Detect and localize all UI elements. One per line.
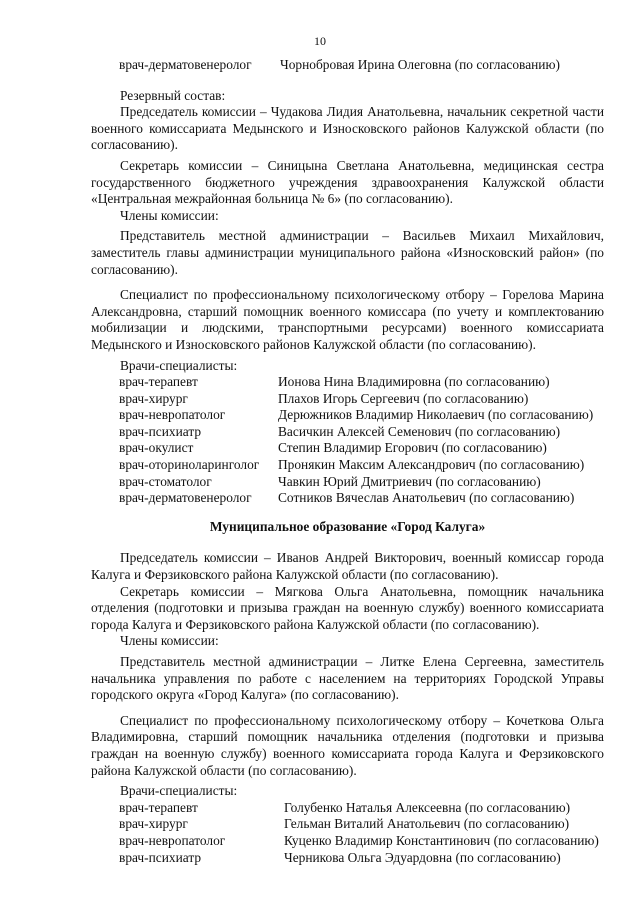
- doctor-specialty: врач-оториноларинголог: [119, 457, 260, 473]
- doctor-name: Плахов Игорь Сергеевич (по согласованию): [278, 390, 529, 406]
- s2-secretary: Секретарь комиссии – Мягкова Ольга Анатольевна, помощник начальника отделения (подготовки и призыва граждан на военную службу) военного комиссариата города Калуга и Ферзиковского района Калужской области (по согласованию).: [91, 583, 604, 632]
- doctor-row: [91, 833, 604, 850]
- s1-chairman: Председатель комиссии – Чудакова Лидия Анатольевна, начальник секретной части военного комиссариата Медынского и Износковского районов Калужской области (по согласованию).: [91, 104, 604, 153]
- doctor-specialty: врач-терапевт: [119, 799, 198, 815]
- page-number: 10: [314, 34, 326, 48]
- doctor-name: Пронякин Максим Александрович (по согласованию): [278, 457, 585, 473]
- doctor-name: Черникова Ольга Эдуардовна (по согласованию): [284, 849, 561, 865]
- doctor-row: [91, 424, 604, 441]
- doctor-row: [91, 816, 604, 833]
- document-body: [91, 57, 604, 866]
- doctor-name: Голубенко Наталья Алексеевна (по согласованию): [284, 799, 571, 815]
- doctor-name: Чавкин Юрий Дмитриевич (по согласованию): [278, 473, 541, 489]
- doctor-name: Сотников Вячеслав Анатольевич (по согласованию): [278, 490, 575, 506]
- doctor-specialty: врач-хирург: [119, 816, 188, 832]
- s1-members-label: Члены комиссии:: [120, 207, 219, 223]
- doctor-specialty: врач-психиатр: [119, 423, 202, 439]
- s2-admin-rep: Представитель местной администрации – Литке Елена Сергеевна, заместитель начальника управления по работе с населением на территориях Городской Управы городского округа «Город Калуга» (по согласованию).: [91, 654, 604, 703]
- doctor-row: [91, 490, 604, 507]
- section-heading: Муниципальное образование «Город Калуга»: [209, 518, 486, 534]
- doctor-specialty: врач-невропатолог: [119, 832, 226, 848]
- doctor-specialty: врач-хирург: [119, 390, 188, 406]
- s1-secretary: Секретарь комиссии – Синицына Светлана Анатольевна, медицинская сестра государственного бюджетного учреждения здравоохранения Калужской области «Центральная межрайонная больница № 6» (по согласованию).: [91, 157, 604, 207]
- s2-doctors-label: Врачи-специалисты:: [120, 783, 238, 799]
- top-doctor-row: [91, 57, 604, 74]
- doctor-specialty: врач-дерматовенеролог: [119, 490, 252, 506]
- doctor-specialty: врач-невропатолог: [119, 407, 226, 423]
- doctor-name: Куценко Владимир Константинович (по согласованию): [284, 832, 599, 848]
- doctor-name: Гельман Виталий Анатольевич (по согласованию): [284, 816, 570, 832]
- doctor-specialty: врач-терапевт: [119, 374, 198, 390]
- s1-psych-specialist: Специалист по профессиональному психологическому отбору – Горелова Марина Александровна, старший помощник военного комиссара (по учету и комплектованию мобилизации и людскими, транспортными ресурсами) военного комиссариата Медынского и Износковского районов Калужской области (по согласованию).: [91, 287, 604, 352]
- doctor-row: [91, 800, 604, 817]
- doctor-row: [91, 407, 604, 424]
- doctor-specialty: врач-дерматовенеролог: [119, 57, 252, 72]
- s1-admin-rep: Представитель местной администрации – Васильев Михаил Михайлович, заместитель главы администрации муниципального района «Износковский район» (по согласованию).: [91, 228, 604, 277]
- doctor-specialty: врач-стоматолог: [119, 473, 212, 489]
- doctor-row: [91, 474, 604, 491]
- doctor-name: Ионова Нина Владимировна (по согласованию): [278, 374, 550, 390]
- s1-doctors-label: Врачи-специалисты:: [120, 357, 238, 373]
- doctor-name: Чорнобровая Ирина Олеговна (по согласованию): [280, 57, 560, 72]
- doctor-name: Степин Владимир Егорович (по согласованию): [278, 440, 547, 456]
- doctor-row: [91, 391, 604, 408]
- s2-chairman: Председатель комиссии – Иванов Андрей Викторович, военный комиссар города Калуга и Ферзиковского района Калужской области (по согласованию).: [91, 550, 604, 583]
- doctor-row: [91, 850, 604, 867]
- s2-psych-specialist: Специалист по профессиональному психологическому отбору – Кочеткова Ольга Владимировна, старший помощник начальника отделения (подготовки и призыва граждан на военную службу) военного комиссариата города Калуга и Ферзиковского района Калужской области (по согласованию).: [91, 712, 604, 778]
- doctor-name: Дерюжников Владимир Николаевич (по согласованию): [278, 407, 594, 423]
- s2-doctor-list: [91, 800, 604, 866]
- reserve-label: Резервный состав:: [120, 87, 226, 103]
- doctor-row: [91, 374, 604, 391]
- s1-doctor-list: [91, 374, 604, 507]
- doctor-row: [91, 457, 604, 474]
- doctor-specialty: врач-окулист: [119, 440, 194, 456]
- doctor-specialty: врач-психиатр: [119, 849, 202, 865]
- s2-members-label: Члены комиссии:: [120, 633, 219, 649]
- doctor-row: [91, 440, 604, 457]
- doctor-name: Васичкин Алексей Семенович (по согласованию): [278, 423, 561, 439]
